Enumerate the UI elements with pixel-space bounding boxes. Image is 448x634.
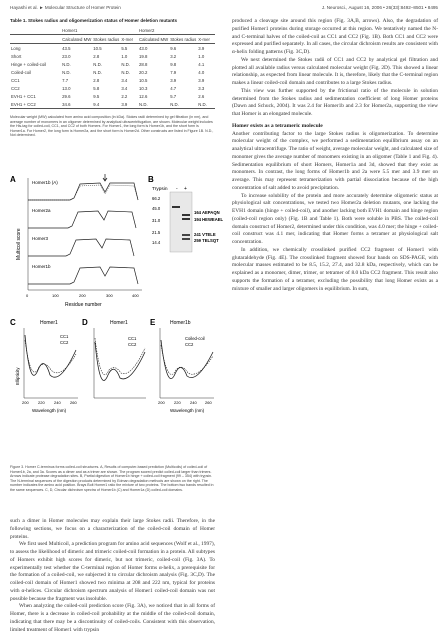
table-cell: 9.4 <box>92 100 120 109</box>
table-cell: 9.8 <box>170 61 177 67</box>
a-trace <box>28 267 138 284</box>
a-ylabel: Multicoil score <box>16 228 22 260</box>
b-lane: - <box>176 186 178 192</box>
table-cell: 3.9 <box>120 100 138 109</box>
running-header-right: J. Neurosci., August 16, 2006 • 26(33):8492–8501 • 8495 <box>321 5 438 10</box>
paragraph: In addition, we chemically crosslinked purified CC2 fragment of Homer1 with glutaraldehyde (Fig. 4E). The crosslinked fragment showed four bands on SDS-PAGE, with molecular masses estimated to be 8.5, 15.2, 27.4, and 32.8 kDa, respectively, which can be explained as a monomer, dimer, trimer, or tetramer of 8.0 kDa CC2 fragment. This result also supports the formation of a tetramer, excluding the possibility that long Homer exists as a mixture of smaller and larger oligomers in equilibrium. In sum, <box>232 246 438 292</box>
paragraph: produced a cleavage site around this region (Fig. 3A,B, arrows). Also, the degradation of purified Homer1 proteins during storage occurred at this region. We tentatively named the N- and C-terminal halves of the coiled-coil as CC1 and CC2 (Fig. 1B). Both CC1 and CC2 were expressed and purified separately. In all cases, the circular dichroism results are consistent with α-helix folding patterns (Fig. 3C,D). <box>232 18 438 55</box>
table-cell: 43.0 <box>139 45 148 51</box>
e-xlabel: Wavelength (nm) <box>170 408 205 413</box>
table-row <box>10 92 215 100</box>
table-cell: 23.0 <box>62 53 71 59</box>
table-cell: N.D. <box>62 61 71 67</box>
col-header: Calculated MW <box>62 36 92 42</box>
paragraph: Another contributing factor to the large Stokes radius is oligomerization. To determine molecular weight of the complex, we performed a sedimentation equilibrium assay on an analytical ultracentrifuge. The ratio of weight, average molecular weight, and calculated size of monomer gives the average number of monomers existing in an oligomer (Table 1 and Fig. 4). Sedimentation equilibrium of short Homers, Homer1a and 3d, showed that they exist as monomers. In contrast, the long forms of Homer1b and 2a were 5.5 mer and 3.9 mer on average. This may represent tetramerization with partial dissociation because of the high concentration of salt added to avoid precipitation. <box>232 130 438 191</box>
a-trace-label: Homer3 <box>32 236 49 241</box>
table-cell: 3.3 <box>198 85 205 91</box>
panel-e-cd <box>158 320 214 413</box>
col-header: Stokes radius <box>93 36 120 42</box>
table-cell: 1.0 <box>198 53 205 59</box>
table-cell: 43.5 <box>62 45 71 51</box>
table-cell: 3.9 <box>170 77 177 83</box>
d-legend: CC2 <box>128 342 137 347</box>
c-xtick: 240 <box>54 400 61 405</box>
table-cell: 12.6 <box>139 93 148 99</box>
table-cell: N.D. <box>121 61 130 67</box>
a-trace-label: Homer1b (A) <box>32 180 58 185</box>
table-cell: 10.5 <box>139 77 148 83</box>
table-cell: 3.9 <box>198 77 205 83</box>
table-cell: N.D. <box>169 100 197 109</box>
table-cell: 3.4 <box>121 85 128 91</box>
b-band-label: 259 TELSQT <box>194 238 219 243</box>
table-cell: 4.7 <box>170 85 177 91</box>
table-row <box>10 84 215 92</box>
paragraph: This view was further supported by the frictional ratio of the molecule in solution determined from the Stokes radius and sedimentation coefficient of long Homer proteins (Dawn and Schuck, 2004). It was 2.4 for Homer1b and 2.3 for Homer2a, supporting the view that Homer is an elongated molecule. <box>232 87 438 117</box>
table-group-row <box>10 26 215 35</box>
table-cell: N.D. <box>93 69 102 75</box>
c-legend: CC1 <box>60 334 69 339</box>
group-homer2: Homer2 <box>138 26 215 35</box>
table-cell: 1.0 <box>121 53 128 59</box>
b-band <box>182 218 190 220</box>
b-band-label: 194 HEWEAEL <box>194 217 224 222</box>
table-cell: 2.2 <box>121 93 128 99</box>
e-xtick: 240 <box>190 400 197 405</box>
a-xtick: 100 <box>52 293 59 298</box>
table-cell: 7.9 <box>170 69 177 75</box>
row-label: Hinge + coiled-coil <box>11 61 47 67</box>
panel-c-cd <box>15 320 78 413</box>
a-trace <box>28 185 138 200</box>
b-band <box>182 214 190 216</box>
table-cell: 3.9 <box>198 45 205 51</box>
table-cell: 9.6 <box>170 45 177 51</box>
panel-a-label: A <box>10 175 16 184</box>
table-footnote: Molecular weight (MW) calculated from amino acid composition (in kDa). Stokes radii determined by gel filtration (in nm), and average number of monomers in an oligomer determined by analytical ultracentrifugation, are shown. Molecular weight includes the His-tag for coiled-coil, CC1, and CC2 of both Homers. For Homer1, the long form is Homer1b, and the short form is Homer1a. For Homer2, the long form is Homer2a, and the short form is Homer2d. Other constructs are listed in Figure 1B. N.D., Not determined. <box>10 115 214 138</box>
table-cell: 3.2 <box>170 53 177 59</box>
table-cell: N.D. <box>138 100 169 109</box>
row-label: EVH1 + CC1 <box>11 93 36 99</box>
a-trace <box>28 211 136 228</box>
panel-a-multicoil <box>16 174 142 308</box>
a-xtick: 0 <box>26 293 29 298</box>
b-mw: 66.2 <box>152 196 161 201</box>
table-cell: 2.8 <box>93 53 100 59</box>
panel-b-gel <box>152 186 224 252</box>
panel-b-label: B <box>148 175 154 184</box>
col-header: X-mer <box>197 35 215 44</box>
c-xtick: 220 <box>38 400 45 405</box>
table-cell: 10.3 <box>139 85 148 91</box>
b-mw: 31.0 <box>152 218 161 223</box>
table-cell: 20.2 <box>139 69 148 75</box>
table-cell: 7.7 <box>62 77 69 83</box>
paragraph: We next determined the Stokes radii of CC1 and CC2 by analytical gel filtration and plotted all available radius versus calculated molecular weight (Fig. 2D). This showed a linear relationship, as expected from linear molecule. It is, therefore, likely that the C-terminal region makes a linear coiled-coil domain and contributes to a large Stokes radius. <box>232 56 438 86</box>
table-cell: 3.4 <box>121 77 128 83</box>
table-cell: 34.6 <box>61 100 92 109</box>
row-label: EVH1 + CC2 <box>10 100 61 109</box>
table-cell: 28.8 <box>139 61 148 67</box>
table-cell: 5.5 <box>121 45 128 51</box>
table-cell: 19.8 <box>139 53 148 59</box>
a-xtick: 400 <box>132 293 139 298</box>
running-header <box>10 5 438 14</box>
e-legend: CC2 <box>185 342 194 347</box>
a-trace-label: Homer2a <box>32 208 51 213</box>
c-ylabel: Ellipticity <box>15 367 20 385</box>
b-band-label: 241 VTELE <box>194 232 216 237</box>
row-label: Coiled-coil <box>11 69 32 75</box>
table-cell: N.D. <box>121 69 130 75</box>
row-label: CC1 <box>11 77 20 83</box>
paragraph: such a dimer in Homer molecules may explain their large Stokes radii. Therefore, in the following sections, we focus on a characterization of the coiled-coil domain of Homer proteins. <box>10 518 215 540</box>
e-title: Homer1b <box>170 320 191 326</box>
col-header: X-mer <box>120 35 138 44</box>
a-xtick: 200 <box>79 293 86 298</box>
table-cell: 13.0 <box>62 85 71 91</box>
b-lane: + <box>184 186 187 192</box>
a-trace <box>28 239 134 256</box>
running-header-left: Hayashi et al. ► Molecular Structure of Homer Protein <box>10 5 121 10</box>
row-label: Short <box>11 53 22 59</box>
table-cell: 10.5 <box>93 45 102 51</box>
row-label: Long <box>11 45 21 51</box>
b-gel-image <box>170 192 192 252</box>
d-curve <box>95 338 145 375</box>
b-title: Trypsin <box>152 187 168 192</box>
table-row <box>10 52 215 60</box>
b-mw: 45.0 <box>152 206 161 211</box>
table-cell: N.D. <box>62 69 71 75</box>
panel-e-label: E <box>150 318 156 327</box>
table-row <box>10 68 215 76</box>
e-xtick: 260 <box>205 400 212 405</box>
table-cell: N.D. <box>197 100 215 109</box>
table-row <box>10 100 215 109</box>
e-legend: Coiled-coil <box>185 336 205 341</box>
figure-caption: Figure 3. Homer C-terminus forms coiled-coil structures. A, Results of computer-based prediction (Multicoils) of coiled-coil of Homer1b, 2a, and 3a. Scores as a dimer and as a trimer are shown. The program scored predict coiled-coil larger than trimers. Arrows indicate protease degradation sites. B, Partial digestion of Homer1b hinge + coiled-coil fragment (99 – 354) with trypsin. The N-terminal sequences of the digestion products determined by Edman degradation methods are shown on the right. The number indicates the amino acid position. Brays Bolt Homer1 ratio the mixture of two proteins. The bottom two bands resulted in the same sequences. C, D, Circular dichroism spectra of Homer1b (C) and Homer1a (D) coiled-coil domains. <box>10 465 214 492</box>
c-xlabel: Wavelength (nm) <box>32 408 67 413</box>
b-band <box>182 238 190 240</box>
d-title: Homer1 <box>110 320 128 326</box>
c-title: Homer1 <box>40 320 58 326</box>
c-xtick: 200 <box>22 400 29 405</box>
table-cell: 5.7 <box>170 93 177 99</box>
table-cell: 4.1 <box>198 61 205 67</box>
table-row <box>10 60 215 68</box>
table-cell: 4.0 <box>198 69 205 75</box>
e-xtick: 220 <box>174 400 181 405</box>
d-curve <box>95 342 145 380</box>
b-band <box>172 206 180 208</box>
table-cell: 9.5 <box>93 93 100 99</box>
table-row <box>10 44 215 53</box>
left-column-text <box>10 518 215 634</box>
stokes-table <box>10 26 215 109</box>
b-band-label: 164 AEPAQN <box>194 210 220 215</box>
b-mw: 21.5 <box>152 230 161 235</box>
table-cell: N.D. <box>93 61 102 67</box>
e-curve <box>161 345 213 374</box>
b-band <box>182 234 190 236</box>
panel-c-label: C <box>10 318 16 327</box>
a-trace-label: Homer1b <box>32 264 51 269</box>
right-column-text <box>232 18 438 293</box>
a-xtick: 300 <box>106 293 113 298</box>
c-legend: CC2 <box>60 340 69 345</box>
d-legend: CC1 <box>128 336 137 341</box>
table-cell: 5.8 <box>93 85 100 91</box>
table-title: Table 1. Stokes radius and oligomerization status of Homer deletion mutants <box>10 18 178 23</box>
paragraph: When analyzing the coiled-coil prediction score (Fig. 3A), we noticed that in all forms of Homer, there is a decrease in coiled-coil probability at the middle of the coiled-coil domain, indicating that there may be a discontinuity of coiled-coils. Consistent with this observation, limited treatment of Homer1 with trypsin <box>10 603 215 633</box>
table-cell: 29.6 <box>62 93 71 99</box>
a-xlabel: Residue number <box>65 302 102 308</box>
table-cell: 2.6 <box>198 93 205 99</box>
paragraph: We first used Multicoil, a prediction program for amino acid sequences (Wolf et al., 1997), to assess the likelihood of dimeric and trimeric coiled-coil formation in a protein. All subtypes of Homers exhibit high scores for dimeric, but not trimeric, coiled-coil (Fig. 3A). To experimentally test whether the C-terminal region of Homer forms α-helix, a prerequisite for the formation of a coiled-coil, we subjected it to circular dichroism analysis (Fig. 3C,D). The coiled-coil domain of Homer1 showed two minima at 208 and 222 nm, typical for proteins with α-helices. Circular dichroism spectrum analysis of Homer1 coiled-coil domain was not possible because the fragment was insoluble. <box>10 541 215 602</box>
b-mw: 14.4 <box>152 240 161 245</box>
panel-d-cd <box>94 320 146 398</box>
table-cell: 2.8 <box>93 77 100 83</box>
row-label: CC2 <box>11 85 20 91</box>
section-heading: Homer exists as a tetrameric molecule <box>232 122 323 129</box>
figure-3 <box>10 170 224 460</box>
table-row <box>10 76 215 84</box>
table-header-row <box>10 35 215 44</box>
e-xtick: 200 <box>158 400 165 405</box>
c-xtick: 260 <box>70 400 77 405</box>
panel-d-label: D <box>82 318 88 327</box>
group-homer1: Homer1 <box>61 26 138 35</box>
a-cleavage-arrow <box>103 174 107 181</box>
col-header: Calculated MW <box>139 36 169 42</box>
col-header <box>10 35 61 44</box>
col-header: Stokes radius <box>170 36 197 42</box>
paragraph: To increase solubility of the protein and more accurately determine oligomeric status at physiological salt concentrations, we tested two Homer2a deletion mutants, one lacking the EVH1 domain (hinge + coiled-coil), and another lacking both EVH1 domain and hinge region (coiled-coil region only) (Fig. 1B and Table 1). Both were soluble in PBS. The coiled-coil domain construct of Homer2, determined under this condition, was 4.0 mer; the hinge + coiled-coil construct was 4.1 mer, indicating that Homer forms a tetramer at physiological salt concentration. <box>232 192 438 245</box>
